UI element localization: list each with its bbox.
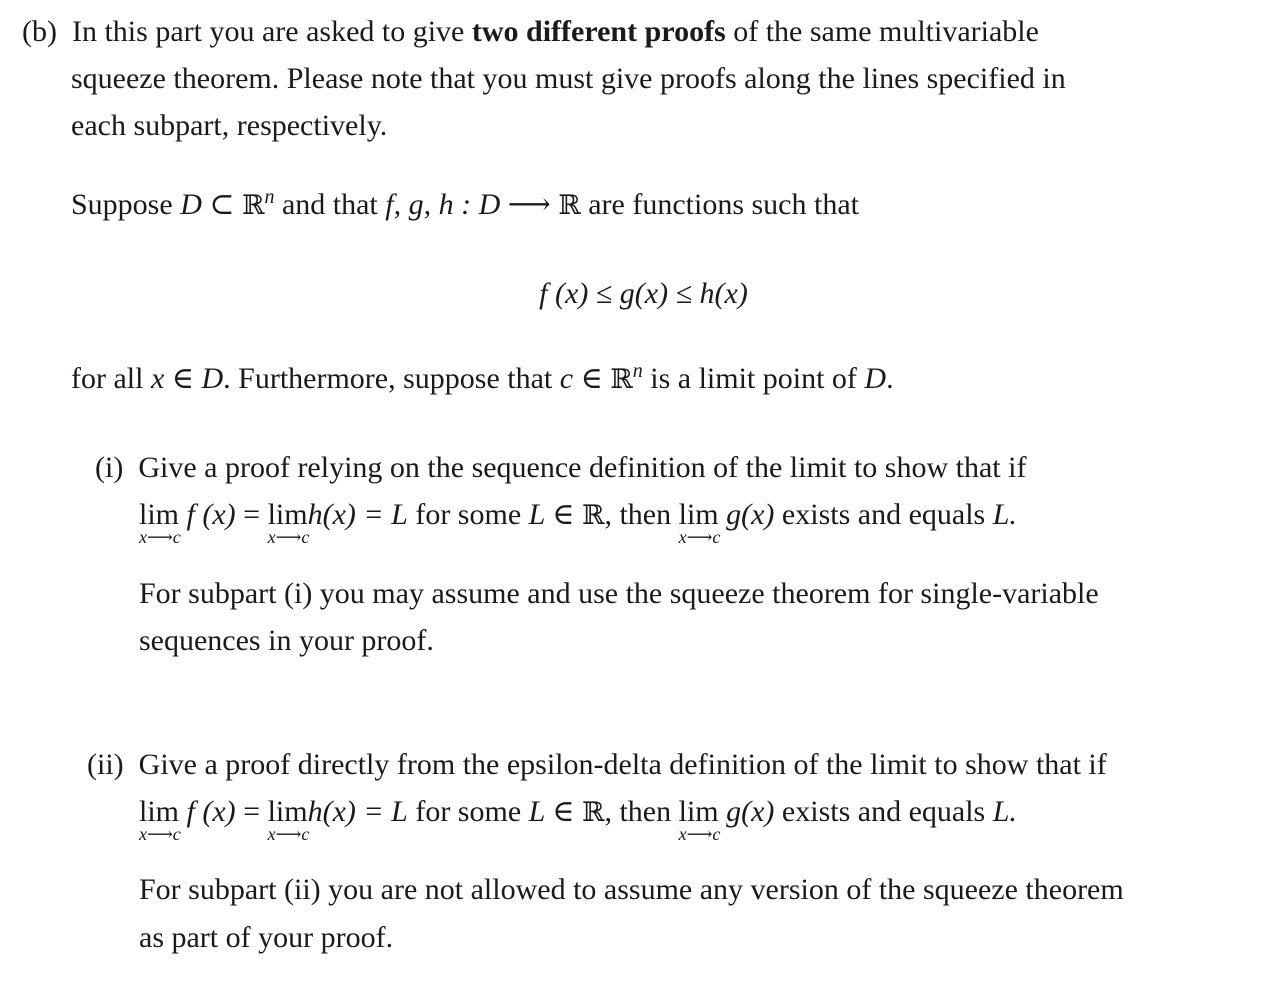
f-expr: f (x)	[186, 498, 236, 531]
subpart-i-line1	[95, 450, 1026, 486]
domain-symbol: D	[180, 188, 202, 221]
exists-equals: exists and equals	[781, 498, 986, 531]
l-end: L.	[992, 498, 1017, 531]
intro-text-b: of the same multivariable	[725, 15, 1039, 48]
intro-line-2: squeeze theorem. Please note that you must give proofs along the lines specified in	[71, 62, 1066, 95]
reals-codomain: ℝ	[558, 190, 581, 221]
and-that-text: and that	[281, 188, 378, 221]
exponent-n: n	[264, 186, 275, 208]
lim-g-2: lim x⟶c	[678, 795, 721, 844]
reals-l-2: ℝ	[582, 797, 605, 828]
for-some: for some	[415, 498, 522, 531]
eq-l: = L	[363, 498, 408, 531]
part-label: (b)	[22, 15, 57, 48]
lim-h-2: lim x⟶c	[267, 795, 310, 844]
suppose-word: Suppose	[71, 188, 173, 221]
then-2: , then	[604, 795, 672, 828]
exists-equals-2: exists and equals	[781, 795, 986, 828]
part-label-line	[22, 14, 1039, 50]
reals-symbol: ℝ	[242, 190, 265, 221]
subpart-i-note-2: sequences in your proof.	[139, 624, 434, 657]
h-expr-2: h(x)	[307, 795, 356, 828]
then: , then	[604, 498, 672, 531]
subpart-i-limit-line	[139, 497, 1017, 547]
intro-text-a: In this part you are asked to give	[71, 15, 472, 48]
lim-h: lim x⟶c	[267, 498, 310, 547]
period: .	[886, 362, 894, 395]
subpart-ii-label: (ii)	[87, 748, 124, 781]
for-all-text: for all	[71, 362, 144, 395]
lim-f: lim x⟶c	[139, 498, 181, 547]
domain-symbol-2: D	[864, 362, 887, 395]
suppose-line	[71, 187, 859, 224]
c-in: c ∈	[559, 362, 603, 395]
subpart-ii-text: Give a proof directly from the epsilon-delta definition of the limit to show that if	[138, 748, 1107, 781]
f-expr-2: f (x)	[186, 795, 236, 828]
l-end-2: L.	[992, 795, 1017, 828]
h-expr: h(x)	[307, 498, 356, 531]
subset-symbol: ⊂	[209, 188, 235, 221]
subpart-i-label: (i)	[95, 451, 124, 484]
functions-expr: f, g, h : D	[385, 188, 501, 221]
g-expr: g(x)	[726, 498, 775, 531]
g-expr-2: g(x)	[726, 795, 775, 828]
such-that-text: are functions such that	[588, 188, 859, 221]
l-in: L ∈	[528, 498, 575, 531]
l-in-2: L ∈	[528, 795, 575, 828]
subpart-i-note-1: For subpart (i) you may assume and use the squeeze theorem for single-variable	[139, 577, 1099, 610]
reals-c: ℝ	[610, 364, 633, 395]
subpart-ii-note-2: as part of your proof.	[139, 921, 394, 954]
eq-l-2: = L	[363, 795, 408, 828]
x-in-d: x ∈ D	[150, 362, 224, 395]
lim-g: lim x⟶c	[678, 498, 721, 547]
for-all-line	[71, 361, 894, 398]
arrow-symbol: ⟶	[507, 188, 551, 221]
eq: =	[243, 498, 261, 531]
exponent-n-2: n	[632, 360, 643, 382]
subpart-ii-line1	[87, 747, 1107, 783]
eq-2: =	[243, 795, 261, 828]
subpart-i-text: Give a proof relying on the sequence definition of the limit to show that if	[138, 451, 1027, 484]
lim-f-2: lim x⟶c	[139, 795, 181, 844]
furthermore-text: . Furthermore, suppose that	[223, 362, 553, 395]
inequality-display: f (x) ≤ g(x) ≤ h(x)	[539, 277, 748, 310]
subpart-ii-note-1: For subpart (ii) you are not allowed to assume any version of the squeeze theorem	[139, 873, 1124, 906]
intro-line-3: each subpart, respectively.	[71, 109, 388, 142]
reals-l: ℝ	[582, 500, 605, 531]
limit-point-text: is a limit point of	[650, 362, 857, 395]
for-some-2: for some	[415, 795, 522, 828]
intro-bold-text: two different proofs	[471, 15, 726, 48]
subpart-ii-limit-line	[139, 794, 1017, 844]
